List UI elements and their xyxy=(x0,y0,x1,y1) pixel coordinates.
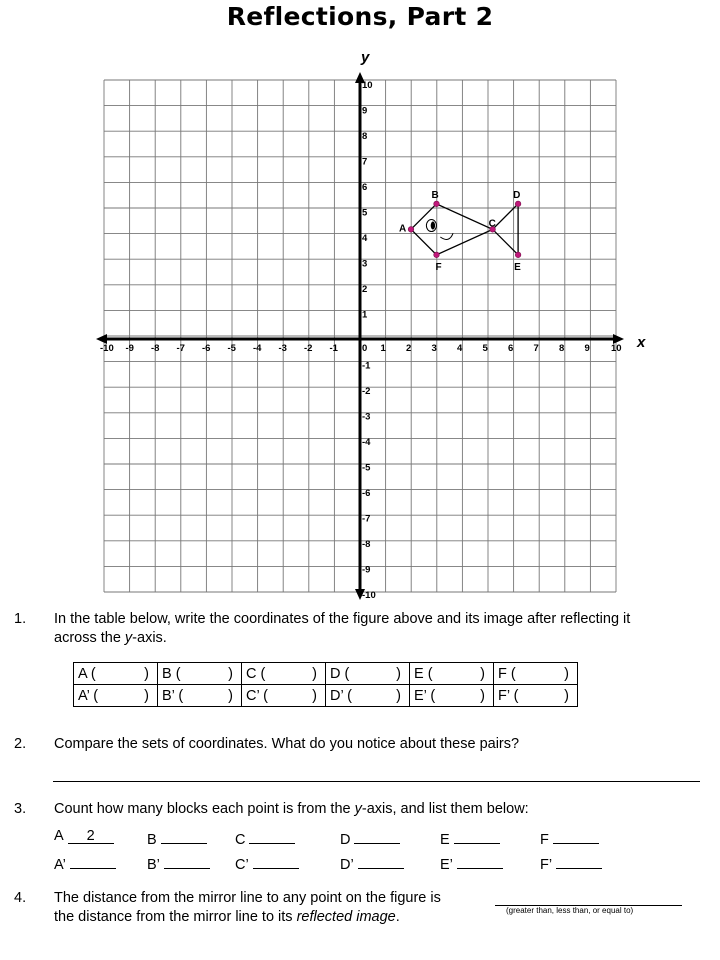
question-number: 1. xyxy=(14,611,27,627)
cell-label: A ( xyxy=(78,666,96,682)
y-tick-label: 6 xyxy=(362,182,368,193)
blank-answer-field[interactable] xyxy=(253,853,299,869)
table-cell[interactable] xyxy=(326,663,410,685)
block-count-blank xyxy=(440,828,500,848)
cell-close: ) xyxy=(228,666,233,682)
table-cell[interactable] xyxy=(158,663,242,685)
block-count-blank xyxy=(540,853,602,873)
y-tick-label: -9 xyxy=(362,564,371,576)
table-cell[interactable] xyxy=(410,685,494,707)
blank-label: F xyxy=(540,832,549,848)
x-tick-label: -8 xyxy=(151,343,160,354)
blank-label: C xyxy=(235,832,246,848)
x-tick-label: 6 xyxy=(508,343,514,354)
block-count-blank xyxy=(340,853,404,873)
y-tick-label: 10 xyxy=(362,80,373,91)
cell-label: F ( xyxy=(498,666,516,682)
table-cell[interactable] xyxy=(158,685,242,707)
blank-answer-field[interactable] xyxy=(70,853,116,869)
x-tick-label: -3 xyxy=(278,343,287,354)
cell-label: B ( xyxy=(162,666,181,682)
cell-close: ) xyxy=(144,688,149,704)
blank-label: B xyxy=(147,832,157,848)
blank-label: D xyxy=(340,832,351,848)
point-e xyxy=(515,252,521,258)
y-tick-label: -10 xyxy=(362,590,376,600)
question-text-line2-end: . xyxy=(395,909,400,925)
x-tick-label: 5 xyxy=(482,343,488,354)
question-text xyxy=(54,610,630,648)
cell-label: D ( xyxy=(330,666,350,682)
cell-close: ) xyxy=(312,688,317,704)
blank-answer-field[interactable] xyxy=(553,828,599,844)
question-number: 3. xyxy=(14,801,27,817)
fish-mouth xyxy=(440,233,453,239)
block-count-blank xyxy=(540,828,599,848)
block-count-blank xyxy=(235,853,299,873)
block-count-blank xyxy=(147,828,207,848)
point-label-f: F xyxy=(435,261,442,273)
block-count-blank xyxy=(147,853,210,873)
x-tick-label: -7 xyxy=(176,343,185,354)
table-cell[interactable] xyxy=(410,663,494,685)
blank-answer-field[interactable] xyxy=(358,853,404,869)
point-f xyxy=(434,252,440,258)
point-label-c: C xyxy=(488,218,496,230)
blank-answer-field[interactable] xyxy=(556,853,602,869)
x-tick-label: 8 xyxy=(559,343,565,354)
point-b xyxy=(434,201,440,207)
point-label-d: D xyxy=(513,189,521,201)
blank-label: E xyxy=(440,832,450,848)
y-tick-label: -4 xyxy=(362,437,371,448)
blank-answer-field[interactable] xyxy=(249,828,295,844)
cell-close: ) xyxy=(396,688,401,704)
question-text-line2-end: -axis. xyxy=(132,630,167,646)
table-cell[interactable] xyxy=(74,685,158,707)
x-tick-label: -10 xyxy=(100,343,114,354)
blank-answer-field[interactable]: 2 xyxy=(68,828,114,844)
cell-close: ) xyxy=(480,666,485,682)
question-number: 4. xyxy=(14,890,27,906)
point-d xyxy=(515,201,521,207)
y-tick-label: -3 xyxy=(362,411,371,423)
table-cell[interactable] xyxy=(74,663,158,685)
question-text-line2: across the xyxy=(54,630,125,646)
cell-close: ) xyxy=(480,688,485,704)
figure-points xyxy=(399,190,521,273)
point-a xyxy=(408,227,414,233)
x-tick-label: 4 xyxy=(457,343,463,354)
point-label-a: A xyxy=(399,223,407,235)
x-axis-label: x xyxy=(637,334,646,351)
point-label-b: B xyxy=(431,189,439,201)
block-count-blank xyxy=(54,853,116,873)
question-text-line1: In the table below, write the coordinates of the figure above and its image after reflecting it xyxy=(54,611,631,627)
table-row xyxy=(74,663,578,685)
x-tick-label: 3 xyxy=(431,343,437,354)
cell-label: E’ ( xyxy=(414,688,436,704)
blank-label: A xyxy=(54,828,64,844)
y-tick-label: -5 xyxy=(362,462,371,474)
block-count-blank xyxy=(340,828,400,848)
y-tick-label: -6 xyxy=(362,488,371,499)
y-tick-label: -7 xyxy=(362,513,371,525)
y-tick-label: -8 xyxy=(362,539,371,550)
blank-label: A’ xyxy=(54,857,66,873)
table-cell[interactable] xyxy=(494,663,578,685)
figure-shape xyxy=(411,204,518,255)
block-count-blank xyxy=(235,828,295,848)
question-text xyxy=(54,800,529,819)
blank-answer-field[interactable] xyxy=(454,828,500,844)
y-tick-label: -1 xyxy=(362,360,371,372)
blank-label: C’ xyxy=(235,857,249,873)
cell-close: ) xyxy=(564,688,569,704)
table-cell[interactable] xyxy=(242,685,326,707)
axis-name: y xyxy=(354,801,362,817)
cell-label: A’ ( xyxy=(78,688,99,704)
x-tick-label: 1 xyxy=(380,343,386,354)
blank-label: B’ xyxy=(147,857,160,873)
blank-label: D’ xyxy=(340,857,354,873)
cell-label: D’ ( xyxy=(330,688,353,704)
blank-label: F’ xyxy=(540,857,553,873)
x-tick-label: -9 xyxy=(125,343,134,354)
blank-answer-field[interactable] xyxy=(457,853,503,869)
y-tick-label: 1 xyxy=(362,309,368,321)
blank-answer-field[interactable] xyxy=(164,853,210,869)
blank-answer-field[interactable] xyxy=(161,828,207,844)
cell-close: ) xyxy=(396,666,401,682)
cell-label: B’ ( xyxy=(162,688,184,704)
y-tick-label: 8 xyxy=(362,131,368,142)
y-tick-label: 4 xyxy=(362,233,368,244)
cell-label: E ( xyxy=(414,666,433,682)
cell-close: ) xyxy=(144,666,149,682)
x-tick-label: 2 xyxy=(406,343,412,354)
x-tick-label: -4 xyxy=(253,343,262,354)
table-cell[interactable] xyxy=(326,685,410,707)
fish-eye-pupil xyxy=(431,222,435,230)
question-text-line2: the distance from the mirror line to its xyxy=(54,909,297,925)
cell-close: ) xyxy=(228,688,233,704)
cell-label: F’ ( xyxy=(498,688,519,704)
y-tick-label: 5 xyxy=(362,207,368,219)
answer-hint: (greater than, less than, or equal to) xyxy=(506,906,634,915)
point-label-e: E xyxy=(514,261,521,273)
y-tick-label: 2 xyxy=(362,284,368,295)
question-text-line1: The distance from the mirror line to any point on the figure is xyxy=(54,890,441,906)
table-row xyxy=(74,685,578,707)
question-text-start: Count how many blocks each point is from the xyxy=(54,801,355,817)
blank-answer-field[interactable] xyxy=(354,828,400,844)
question-number: 2. xyxy=(14,736,27,752)
emphasis-text: reflected image xyxy=(296,909,396,925)
y-tick-label: 9 xyxy=(362,105,368,117)
cell-label: C ( xyxy=(246,666,266,682)
axis-name: y xyxy=(124,630,133,646)
answer-line[interactable] xyxy=(53,781,700,782)
x-tick-label: 7 xyxy=(533,343,539,354)
x-tick-label: 9 xyxy=(584,343,590,354)
blank-label: E’ xyxy=(440,857,453,873)
y-tick-label: 3 xyxy=(362,258,368,270)
question-text-end: -axis, and list them below: xyxy=(361,801,529,817)
table-cell[interactable] xyxy=(494,685,578,707)
block-count-blank xyxy=(440,853,503,873)
x-tick-label: -1 xyxy=(329,343,338,354)
cell-label: C’ ( xyxy=(246,688,269,704)
coordinates-table xyxy=(73,662,578,707)
x-tick-label: -2 xyxy=(304,343,313,354)
x-tick-label: -5 xyxy=(227,343,236,354)
cell-close: ) xyxy=(564,666,569,682)
y-tick-label: -2 xyxy=(362,386,371,397)
page-title: Reflections, Part 2 xyxy=(226,2,494,31)
x-tick-label: 10 xyxy=(611,343,622,354)
question-text xyxy=(54,889,441,927)
x-tick-label: -6 xyxy=(202,343,211,354)
y-axis-label: y xyxy=(361,49,370,66)
cell-close: ) xyxy=(312,666,317,682)
block-count-blank xyxy=(54,828,114,844)
x-tick-label: 0 xyxy=(362,343,368,354)
y-tick-label: 7 xyxy=(362,156,368,168)
table-cell[interactable] xyxy=(242,663,326,685)
question-text: Compare the sets of coordinates. What do you notice about these pairs? xyxy=(54,736,520,752)
